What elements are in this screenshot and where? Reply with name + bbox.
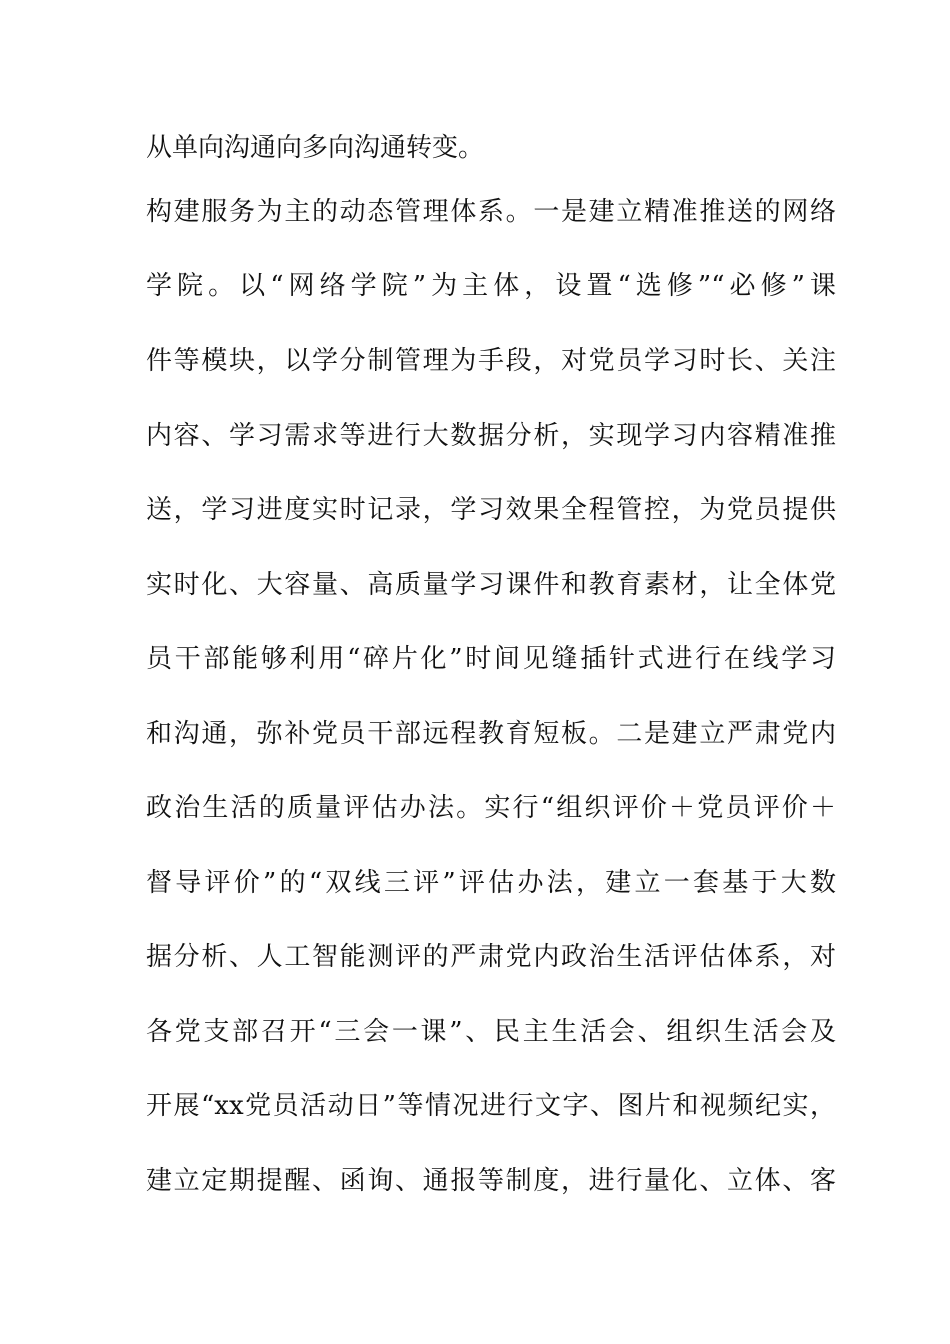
text-line-1: 从单向沟通向多向沟通转变。 [146,133,485,163]
text-line-2: 构建服务为主的动态管理体系。一是建立精准推送的网络 [146,197,836,227]
text-line-8: 员干部能够利用“碎片化”时间见缝插针式进行在线学习 [146,644,836,674]
text-line-10: 政治生活的质量评估办法。实行“组织评价＋党员评价＋ [146,793,836,823]
text-line-11: 督导评价”的“双线三评”评估办法，建立一套基于大数 [146,868,836,898]
text-line-9: 和沟通，弥补党员干部远程教育短板。二是建立严肃党内 [146,719,836,749]
text-line-5: 内容、学习需求等进行大数据分析，实现学习内容精准推 [146,421,836,451]
text-line-13: 各党支部召开“三会一课”、民主生活会、组织生活会及 [146,1017,836,1047]
text-line-4: 件等模块，以学分制管理为手段，对党员学习时长、关注 [146,346,836,376]
text-line-7: 实时化、大容量、高质量学习课件和教育素材，让全体党 [146,570,836,600]
text-line-14: 开展“xx党员活动日”等情况进行文字、图片和视频纪实， [146,1091,836,1121]
text-line-6: 送，学习进度实时记录，学习效果全程管控，为党员提供 [146,495,836,525]
text-line-3: 学院。以“网络学院”为主体，设置“选修”“必修”课 [146,271,836,301]
text-line-12: 据分析、人工智能测评的严肃党内政治生活评估体系，对 [146,942,836,972]
text-line-15: 建立定期提醒、函询、通报等制度，进行量化、立体、客 [146,1166,836,1196]
